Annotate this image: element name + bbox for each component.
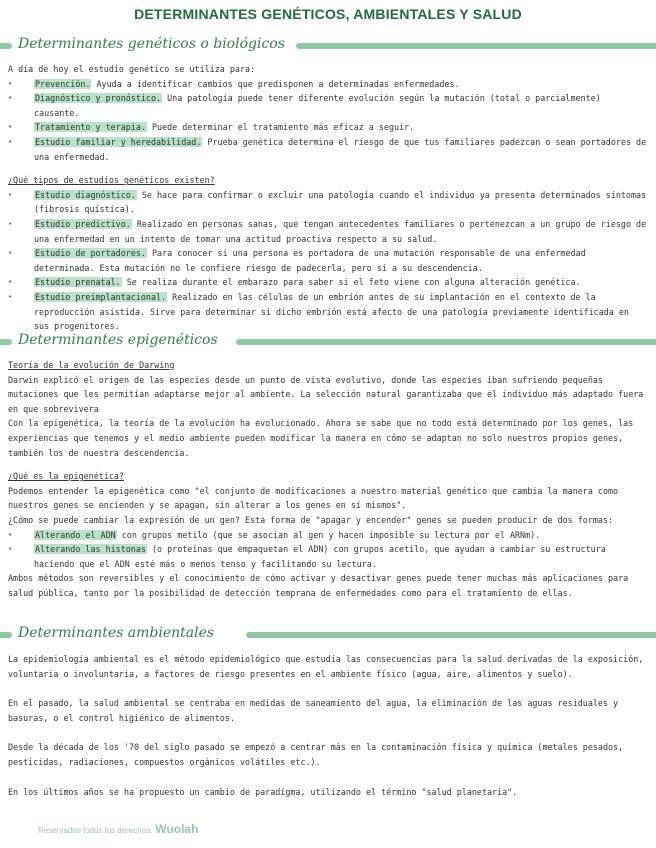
list-item: • Prevención. Ayuda a identificar cambios que predisponen a determinadas enfermedades. <box>8 77 648 92</box>
paragraph: Desde la década de los '70 del siglo pasado se empezó a centrar más en la contaminación física y química (metales pesados, pesticidas, radiaciones, compuestos orgánicos volátiles etc.). <box>8 742 624 767</box>
page-title: DETERMINANTES GENÉTICOS, AMBIENTALES Y SALUD <box>134 6 522 22</box>
paragraph: ¿Cómo se puede cambiar la expresión de un gen? Esta forma de "apagar y encender" genes se pueden producir de dos formas: <box>8 514 614 525</box>
genetic-question: ¿Qué tipos de estudios genéticos existen? <box>8 175 215 186</box>
heading-bar-left <box>0 339 12 345</box>
heading-bar-right <box>296 43 656 49</box>
darwin-theory-title: Teoría de la evolución de Darwing <box>8 360 175 370</box>
list-item: • Estudio preimplantacional. Realizado en las células de un embrión antes de su implantación en el contexto de la reproducción asistida. Sirve para determinar si dicho embrión está afecto de una patología previamente identificada en sus progenitores. <box>8 290 648 334</box>
section-heading-label: Determinantes epigenéticos <box>18 332 218 348</box>
paragraph: Con la epigenética, la teoría de la evolución ha evolucionado. Ahora se sabe que no todo está determinado por los genes, las experiencias que tenemos y el medio ambiente pueden modificar la manera en cómo se adaptan no solo nuestros propios genes, también los de nuestra descendencia. <box>8 418 634 458</box>
genetic-uses-list <box>8 77 648 165</box>
heading-bar-right <box>236 339 656 345</box>
section-heading-label: Determinantes genéticos o biológicos <box>18 36 285 52</box>
list-item: • Diagnóstico y pronóstico. Una patología puede tener diferente evolución según la mutación (total o parcialmente) causante. <box>8 91 648 120</box>
list-item: • Estudio de portadores. Para conocer si una persona es portadora de una mutación responsable de una enfermedad determinada. Esta mutación no le confiere riesgo de padecerla, pero sí a su descendencia. <box>8 246 648 275</box>
epigenetic-ways-list <box>8 528 648 572</box>
genetic-types-list <box>8 188 648 334</box>
heading-bar-left <box>0 43 12 49</box>
section-heading-genetic <box>0 35 656 57</box>
epigenetic-question: ¿Qué es la epigenética? <box>8 471 124 482</box>
paragraph: En los últimos años se ha propuesto un cambio de paradigma, utilizando el término "salud planetaria". <box>8 786 518 797</box>
section-heading-epigenetic <box>0 331 656 353</box>
section-body-genetic <box>8 62 648 334</box>
list-item: • Alterando las histonas (o proteínas que empaquetan el ADN) con grupos acetilo, que ayudan a cambiar su estructura haciendo que el ADN esté más o menos tenso y facilitando su lectura. <box>8 542 648 571</box>
list-item: • Estudio prenatal. Se realiza durante el embarazo para saber si el feto viene con alguna alteración genética. <box>8 275 648 290</box>
wuolah-watermark: Reservados todos los derechos. Wuolah <box>38 822 199 836</box>
list-item: • Alterando el ADN con grupos metilo (que se asocian al gen y hacen imposible su lectura por el ARNm). <box>8 528 648 543</box>
list-item: • Estudio predictivo. Realizado en personas sanas, que tengan antecedentes familiares o pertenezcan a un grupo de riesgo de una enfermedad en un intento de tomar una actitud proactiva respecto a su salud. <box>8 217 648 246</box>
section-body-epigenetic <box>8 358 648 601</box>
list-item: • Estudio familiar y heredabilidad. Prueba genética determina el riesgo de que tus familiares padezcan o sean portadores de una enfermedad. <box>8 135 648 164</box>
section-heading-label: Determinantes ambientales <box>18 625 215 641</box>
paragraph: Ambos métodos son reversibles y el conocimiento de cómo activar y desactivar genes puede tener muchas más aplicaciones para salud pública, tanto por la posibilidad de detección temprana de enfermedades como para el tratamiento de ellas. <box>8 573 629 598</box>
list-item: • Estudio diagnóstico. Se hace para confirmar o excluir una patología cuando el individuo ya presenta determinados síntomas (fibrosis quística). <box>8 188 648 217</box>
paragraph: En el pasado, la salud ambiental se centraba en medidas de saneamiento del agua, la eliminación de las aguas residuales y basuras, o el control higiénico de alimentos. <box>8 698 619 723</box>
paragraph: Darwin explicó el origen de las especies desde un punto de vista evolutivo, donde las especies iban sufriendo pequeñas mutaciones que les permitían adaptarse mejor al ambiente. La selección natural garantizaba que el individuo más adaptado fuera en que sobrevivera <box>8 374 644 414</box>
list-item: • Tratamiento y terapia. Puede determinar el tratamiento más eficaz a seguir. <box>8 120 648 135</box>
genetic-intro: A día de hoy el estudio genético se utiliza para: <box>8 64 256 74</box>
paragraph: Podemos entender la epigenética como "el conjunto de modificaciones a nuestro material genético que cambia la manera como nuestros genes se encienden y se apagan, sin alterar a los genes en sí mismos". <box>8 485 619 511</box>
paragraph: La epidemiología ambiental es el método epidemiológico que estudia las consecuencias para la salud derivadas de la exposición, voluntaria o involuntaria, a factores de riesgo presentes en el ambiente físico (agua, aire, alimentos y suelo). <box>8 654 644 679</box>
section-body-environmental <box>8 628 648 799</box>
